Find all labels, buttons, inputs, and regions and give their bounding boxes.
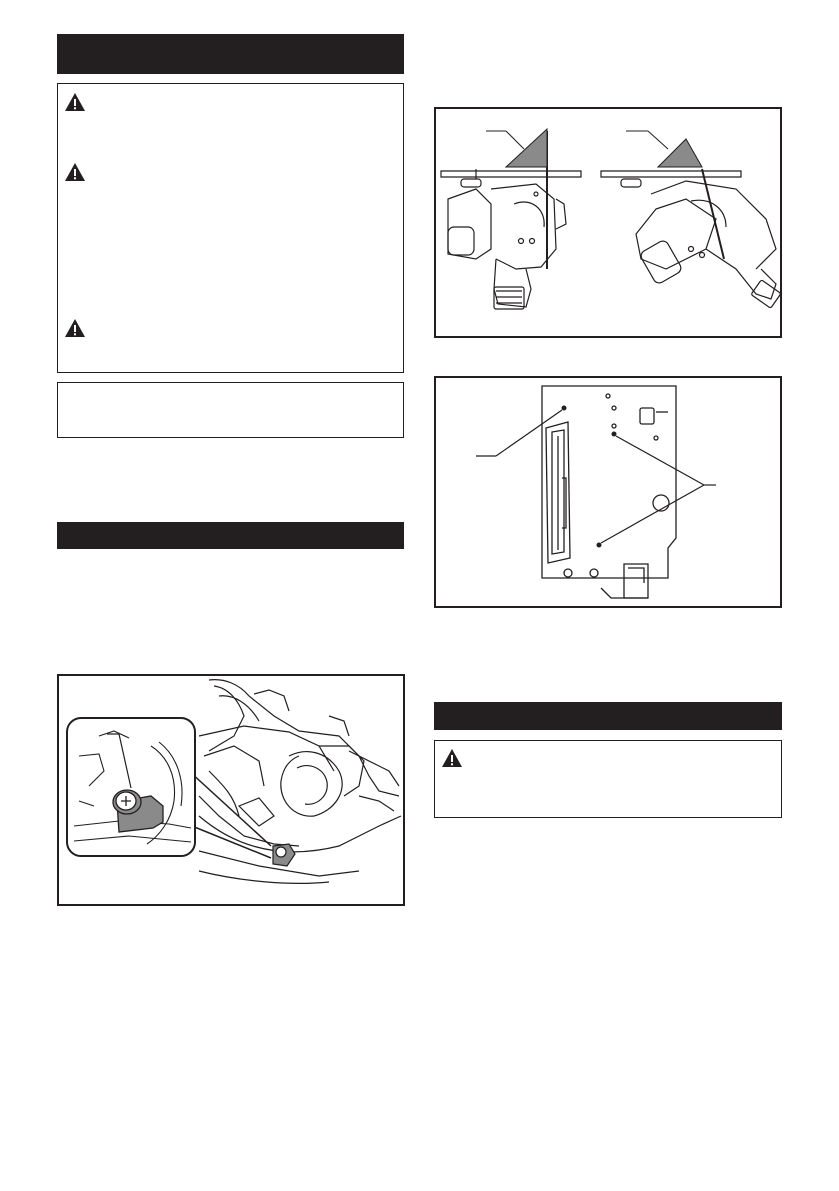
section-header-top	[57, 34, 404, 74]
warning-box	[57, 83, 404, 373]
figure-square-check	[434, 107, 782, 338]
warning-triangle-icon	[64, 162, 86, 182]
square-check-illustration	[436, 109, 780, 336]
section-header-bottom	[434, 702, 782, 730]
warning-triangle-icon	[64, 92, 86, 112]
caution-box	[434, 740, 782, 818]
section-header-middle	[57, 522, 404, 549]
warning-triangle-icon	[441, 748, 463, 768]
figure-bevel-stopper	[57, 674, 405, 906]
warning-triangle-icon	[64, 318, 86, 338]
figure-base-screws	[434, 376, 782, 608]
base-screws-illustration	[436, 378, 780, 606]
bevel-stopper-illustration	[59, 676, 403, 904]
note-box	[57, 382, 404, 438]
